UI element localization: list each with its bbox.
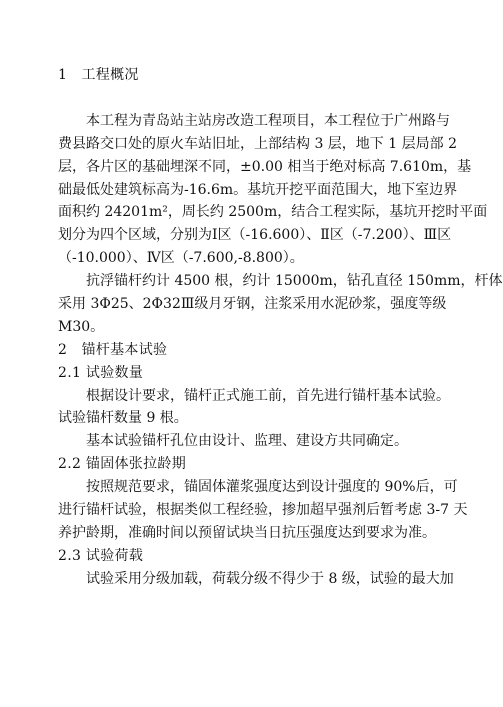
text-line: 按照规范要求，锚固体灌浆强度达到设计强度的 90%后，可 xyxy=(58,479,458,496)
paragraph-hole-location xyxy=(58,430,450,453)
paragraph-test-quantity xyxy=(58,385,450,431)
text-line: 划分为四个区域，分别为Ⅰ区（-16.600）、Ⅱ区（-7.200）、Ⅲ区 xyxy=(58,227,452,244)
text-line: 进行锚杆试验，根据类似工程经验，掺加超早强剂后暂考虑 3-7 天 xyxy=(58,502,468,519)
text-line: 根据设计要求，锚杆正式施工前，首先进行锚杆基本试验。 xyxy=(58,387,450,404)
text-line: 试验采用分级加载，荷载分级不得少于 8 级，试验的最大加 xyxy=(58,570,454,587)
text-line: 养护龄期，准确时间以预留试块当日抗压强度达到要求为准。 xyxy=(58,524,436,541)
text-line: M30。 xyxy=(58,318,105,335)
text-line: （-10.000）、Ⅳ区（-7.600,-8.800）。 xyxy=(58,250,304,267)
text-line: 基本试验锚杆孔位由设计、监理、建设方共同确定。 xyxy=(58,433,408,450)
paragraph-overview xyxy=(58,110,488,270)
spacer xyxy=(58,87,450,110)
subsection-heading-test-load: 2.3 试验荷载 xyxy=(58,547,144,564)
text-line: 本工程为青岛站主站房改造工程项目，本工程位于广州路与 xyxy=(58,112,450,129)
paragraph-test-load xyxy=(58,568,454,591)
text-line: 础最低处建筑标高为-16.6m。基坑开挖平面范围大，地下室边界 xyxy=(58,181,458,198)
subsection-heading-test-quantity: 2.1 试验数量 xyxy=(58,364,144,381)
section-heading-overview: 1 工程概况 xyxy=(58,67,139,83)
text-line: 抗浮锚杆约计 4500 根，约计 15000m，钻孔直径 150mm，杆体 xyxy=(58,273,503,290)
text-line: 层，各片区的基础埋深不同，±0.00 相当于绝对标高 7.610m，基 xyxy=(58,158,472,175)
paragraph-anchor-summary xyxy=(58,270,503,339)
subsection-heading-tension-age: 2.2 锚固体张拉龄期 xyxy=(58,456,187,473)
text-line: 费县路交口处的原火车站旧址，上部结构 3 层，地下 1 层局部 2 xyxy=(58,135,457,152)
text-line: 面积约 24201m²，周长约 2500m，结合工程实际，基坑开挖时平面 xyxy=(58,204,488,221)
text-line: 采用 3Φ25、2Φ32Ⅲ级月牙钢，注浆采用水泥砂浆，强度等级 xyxy=(58,296,447,313)
paragraph-tension-age xyxy=(58,476,468,545)
text-line: 试验锚杆数量 9 根。 xyxy=(58,410,188,427)
section-heading-basic-test: 2 锚杆基本试验 xyxy=(58,341,168,358)
